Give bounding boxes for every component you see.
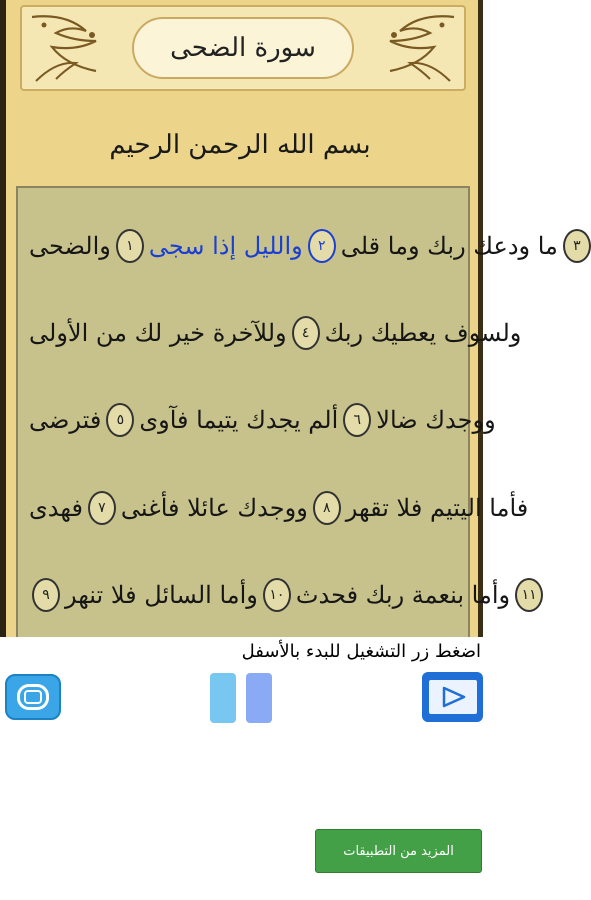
verse-text[interactable]: ووجدك عائلا فأغنى <box>120 494 308 522</box>
ayah-number-marker[interactable]: ١ <box>116 229 144 263</box>
verse-text[interactable]: فأما اليتيم فلا تقهر <box>345 494 529 522</box>
pause-icon-bar <box>246 673 272 723</box>
verse-text[interactable]: فهدى <box>29 494 83 522</box>
verse-line-2 <box>28 303 522 363</box>
basmala: بسم الله الرحمن الرحيم <box>109 130 371 160</box>
verse-text[interactable]: وأما السائل فلا تنهر <box>65 581 258 609</box>
audio-controls <box>0 672 483 724</box>
repeat-icon <box>17 684 49 710</box>
ayah-number-marker[interactable]: ٨ <box>313 491 341 525</box>
ornament-left-icon <box>26 11 122 85</box>
surah-header-frame <box>20 5 466 91</box>
verse-line-4 <box>28 478 529 538</box>
verse-text[interactable]: ووجدك ضالا <box>376 406 496 434</box>
surah-title-cartouche <box>132 17 354 79</box>
verse-text[interactable]: ما ودعك ربك وما قلى <box>340 232 558 260</box>
ornament-right-icon <box>364 11 460 85</box>
play-button[interactable] <box>422 672 483 722</box>
more-apps-button[interactable]: المزيد من التطبيقات <box>315 829 482 873</box>
verse-line-3 <box>28 390 496 450</box>
verse-text-highlighted[interactable]: والليل إذا سجى <box>148 232 303 260</box>
verse-text[interactable]: وللآخرة خير لك من الأولى <box>29 319 287 347</box>
verse-text[interactable]: وأما بنعمة ربك فحدث <box>295 581 511 609</box>
verse-text[interactable]: فترضى <box>29 406 102 434</box>
surah-title: سورة الضحى <box>170 33 316 63</box>
ayah-number-marker-active[interactable]: ٢ <box>308 229 336 263</box>
ayah-number-marker[interactable]: ١١ <box>515 578 543 612</box>
page-edge-left <box>0 0 6 637</box>
ayah-number-marker[interactable]: ٦ <box>343 403 371 437</box>
verse-line-1 <box>28 216 581 276</box>
verse-text[interactable]: ولسوف يعطيك ربك <box>324 319 522 347</box>
ayah-number-marker[interactable]: ١٠ <box>263 578 291 612</box>
play-icon <box>438 685 468 709</box>
ayah-number-marker[interactable]: ٤ <box>292 316 320 350</box>
verse-line-5 <box>28 565 537 625</box>
ayah-number-marker[interactable]: ٩ <box>32 578 60 612</box>
pause-icon <box>210 673 236 723</box>
verse-text[interactable]: والضحى <box>29 232 111 260</box>
ayah-number-marker[interactable]: ٥ <box>106 403 134 437</box>
repeat-button[interactable] <box>5 674 61 720</box>
verse-text[interactable]: ألم يجدك يتيما فآوى <box>139 406 339 434</box>
pause-button[interactable] <box>210 673 274 723</box>
ayah-number-marker[interactable]: ٣ <box>563 229 591 263</box>
ayah-number-marker[interactable]: ٧ <box>88 491 116 525</box>
verses-panel <box>16 186 581 637</box>
playback-instruction: اضغط زر التشغيل للبدء بالأسفل <box>241 641 481 662</box>
